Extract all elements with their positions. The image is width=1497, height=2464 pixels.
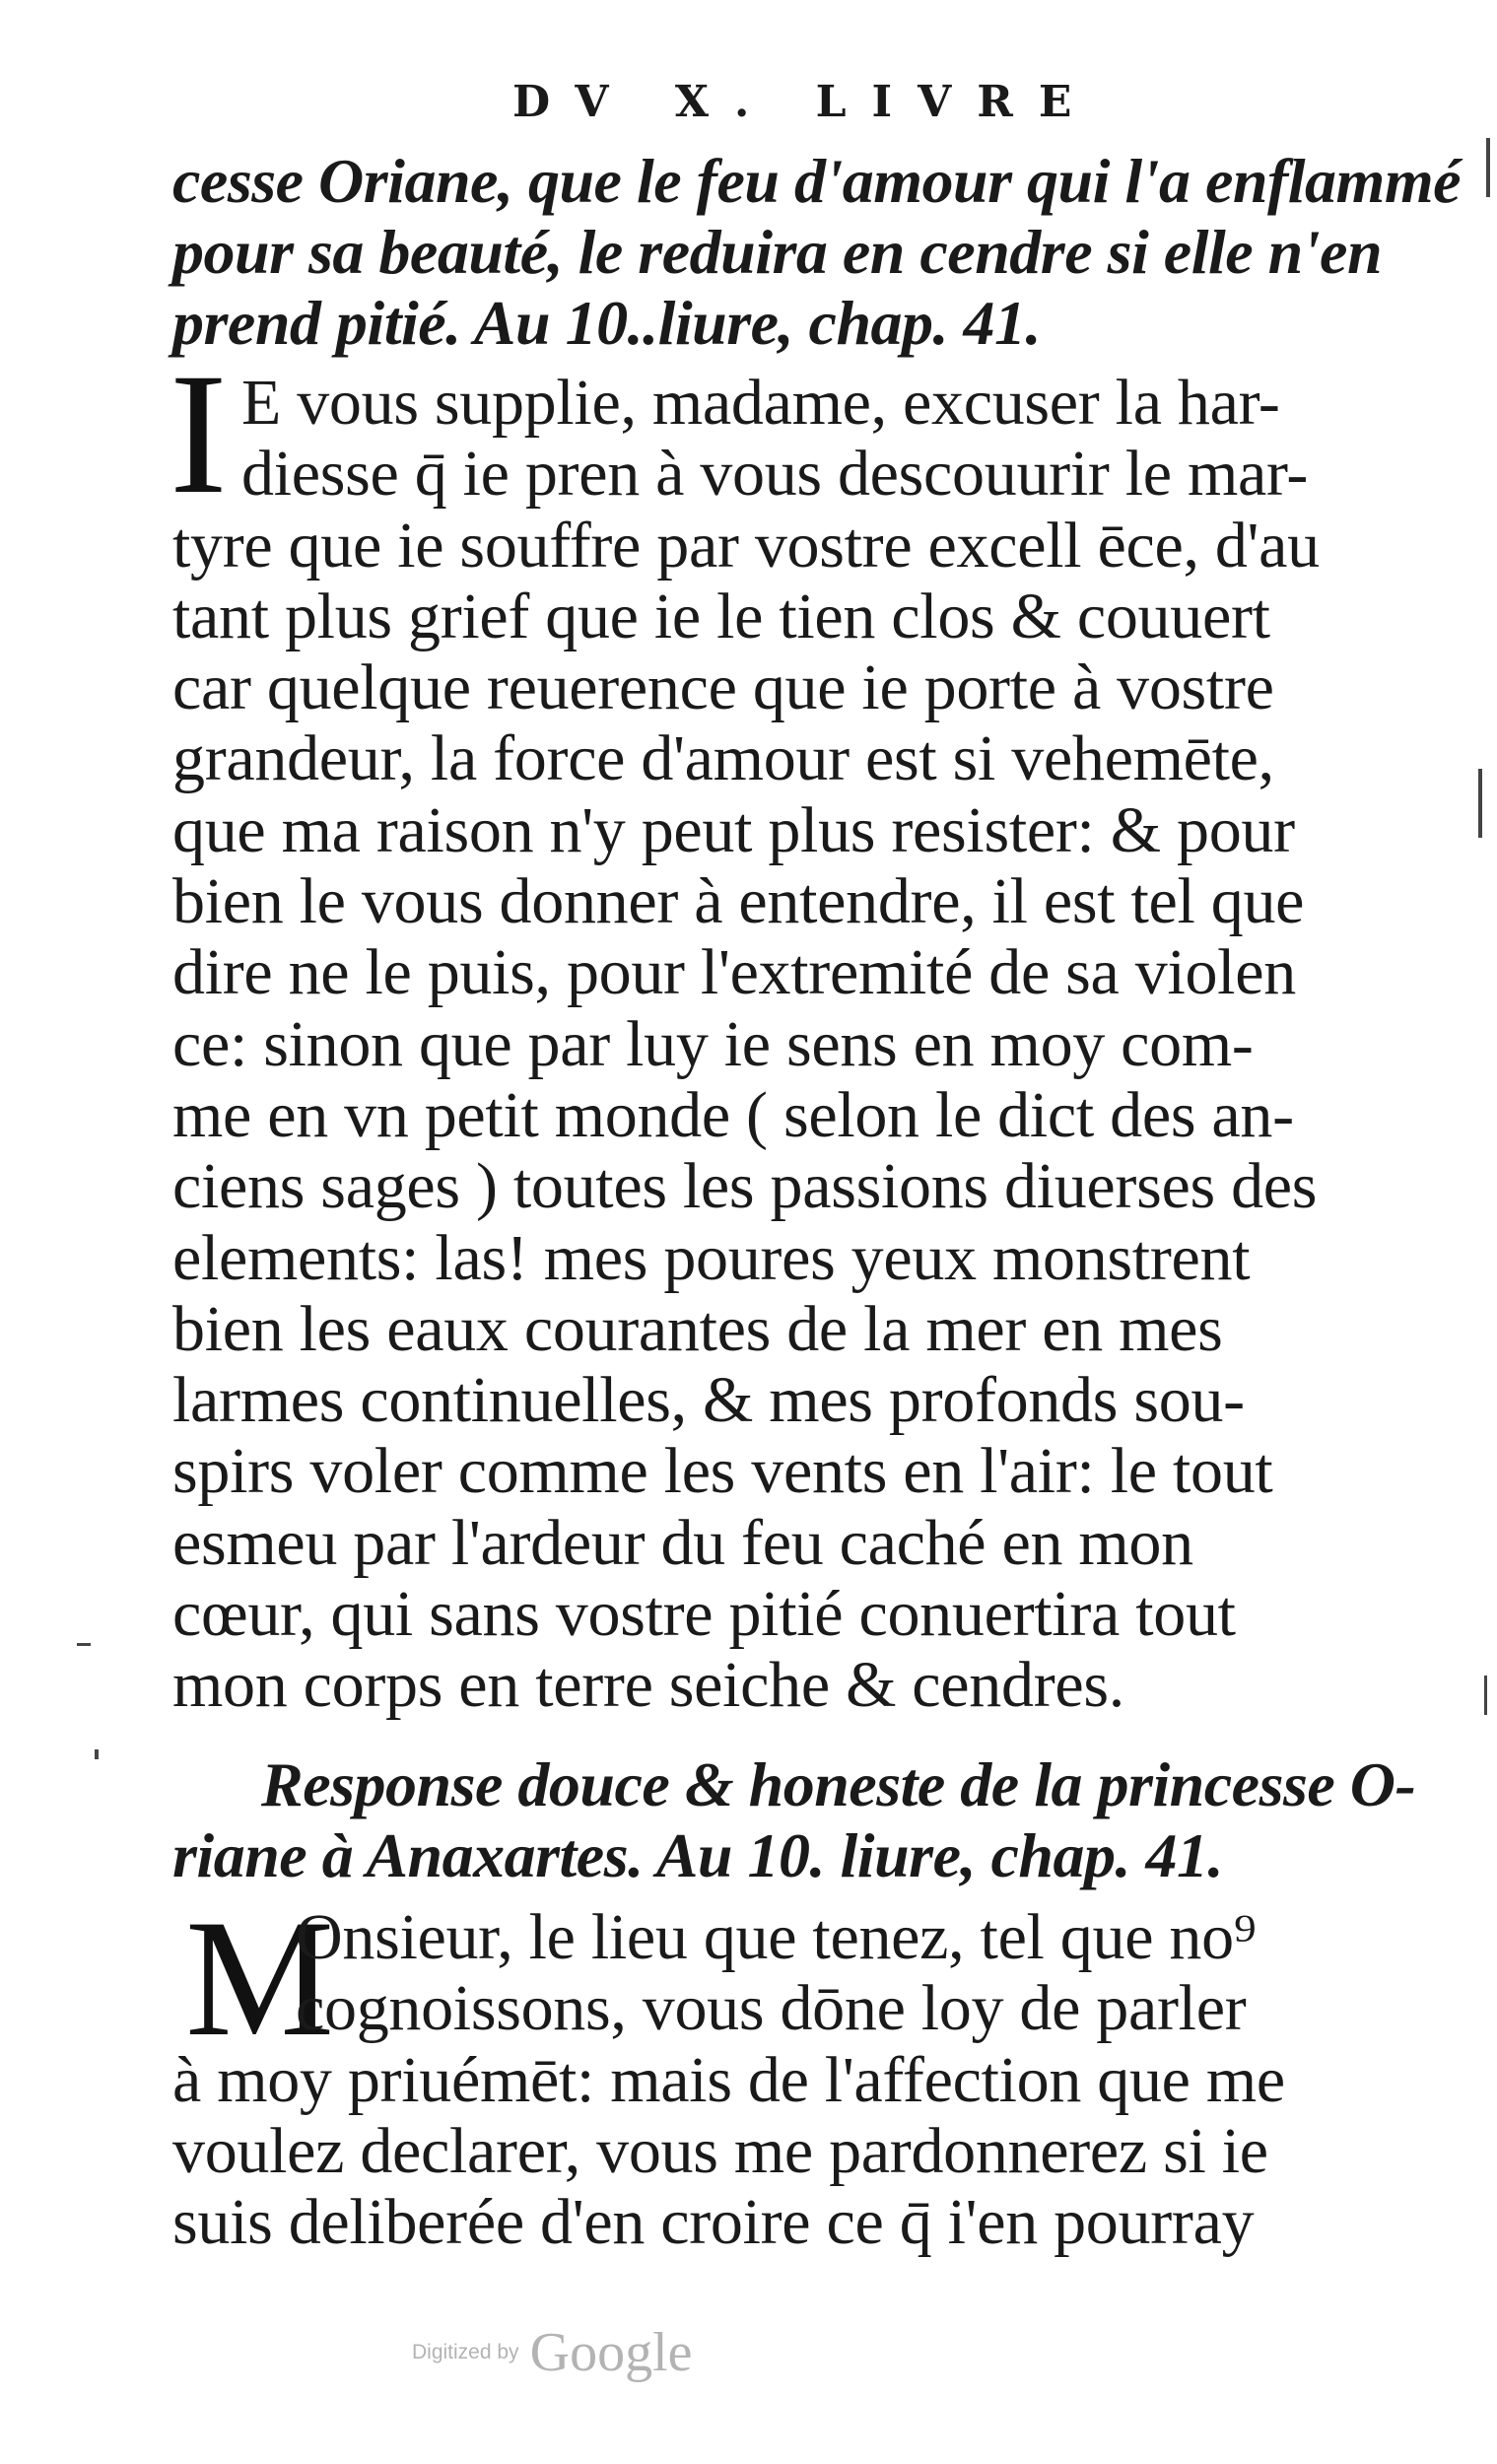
text-line: diesse q̄ ie pren à vous descouurir le mar- [241, 438, 1309, 511]
text-line: car quelque reuerence que ie porte à vostre [172, 651, 1274, 724]
text-line: prend pitié. Au 10..liure, chap. 41. [172, 288, 1042, 358]
text-line: pour sa beauté, le reduira en cendre si elle n'en [172, 217, 1383, 287]
letter-one-block [172, 368, 1395, 1722]
text-line: ce: sinon que par luy ie sens en moy com- [172, 1007, 1254, 1080]
margin-mark [1478, 769, 1482, 838]
text-line: cœur, qui sans vostre pitié conuertira tout [172, 1578, 1236, 1651]
text-line: me en vn petit monde ( selon le dict des an- [172, 1078, 1294, 1151]
text-line: bien les eaux courantes de la mer en mes [172, 1292, 1223, 1365]
opening-italic-block [172, 146, 1461, 359]
google-logo-text: Google [529, 2322, 693, 2383]
text-line: suis deliberée d'en croire ce q̄ i'en pourray [172, 2186, 1255, 2259]
text-line: Onsieur, le lieu que tenez, tel que no⁹ [296, 1901, 1257, 1973]
response-heading [172, 1749, 1416, 1891]
text-line: esmeu par l'ardeur du feu caché en mon [172, 1506, 1193, 1579]
drop-cap-m: M [185, 1885, 335, 2071]
digitized-by-watermark [412, 2321, 693, 2384]
text-line: dire ne le puis, pour l'extremité de sa violen [172, 936, 1296, 1009]
text-line: bien le vous donner à entendre, il est tel que [172, 865, 1305, 938]
drop-cap-i: I [170, 338, 228, 530]
margin-mark [1484, 1676, 1487, 1715]
heading-line: Response douce & honeste de la princesse O- [261, 1749, 1416, 1819]
text-line: à moy priuémēt: mais de l'affection que me [172, 2043, 1285, 2116]
text-line: tyre que ie souffre par vostre excell ēce, d'au [172, 509, 1320, 582]
margin-mark [95, 1749, 99, 1759]
text-line: que ma raison n'y peut plus resister: & pour [172, 793, 1295, 866]
text-line: cognoissons, vous dōne loy de parler [296, 1972, 1247, 2045]
text-line: larmes continuelles, & mes profonds sou- [172, 1364, 1245, 1437]
text-line: cesse Oriane, que le feu d'amour qui l'a enflammé [172, 146, 1461, 216]
text-line: grandeur, la force d'amour est si vehemēte, [172, 722, 1274, 795]
text-line: voulez declarer, vous me pardonnerez si ie [172, 2114, 1268, 2187]
text-line: E vous supplie, madame, excuser la har- [241, 367, 1280, 439]
margin-mark [1486, 138, 1490, 197]
text-line: mon corps en terre seiche & cendres. [172, 1649, 1124, 1722]
watermark-small-text: Digitized by [412, 2341, 519, 2363]
text-line: ciens sages ) toutes les passions diuerses des [172, 1150, 1318, 1223]
letter-two-block [172, 1885, 1395, 2259]
running-head: DV X. LIVRE [512, 77, 1098, 127]
heading-line: riane à Anaxartes. Au 10. liure, chap. 41. [172, 1820, 1223, 1890]
text-line: tant plus grief que ie le tien clos & couuert [172, 580, 1270, 652]
text-line: spirs voler comme les vents en l'air: le tout [172, 1435, 1273, 1508]
margin-mark [77, 1643, 91, 1646]
text-line: elements: las! mes poures yeux monstrent [172, 1221, 1251, 1294]
